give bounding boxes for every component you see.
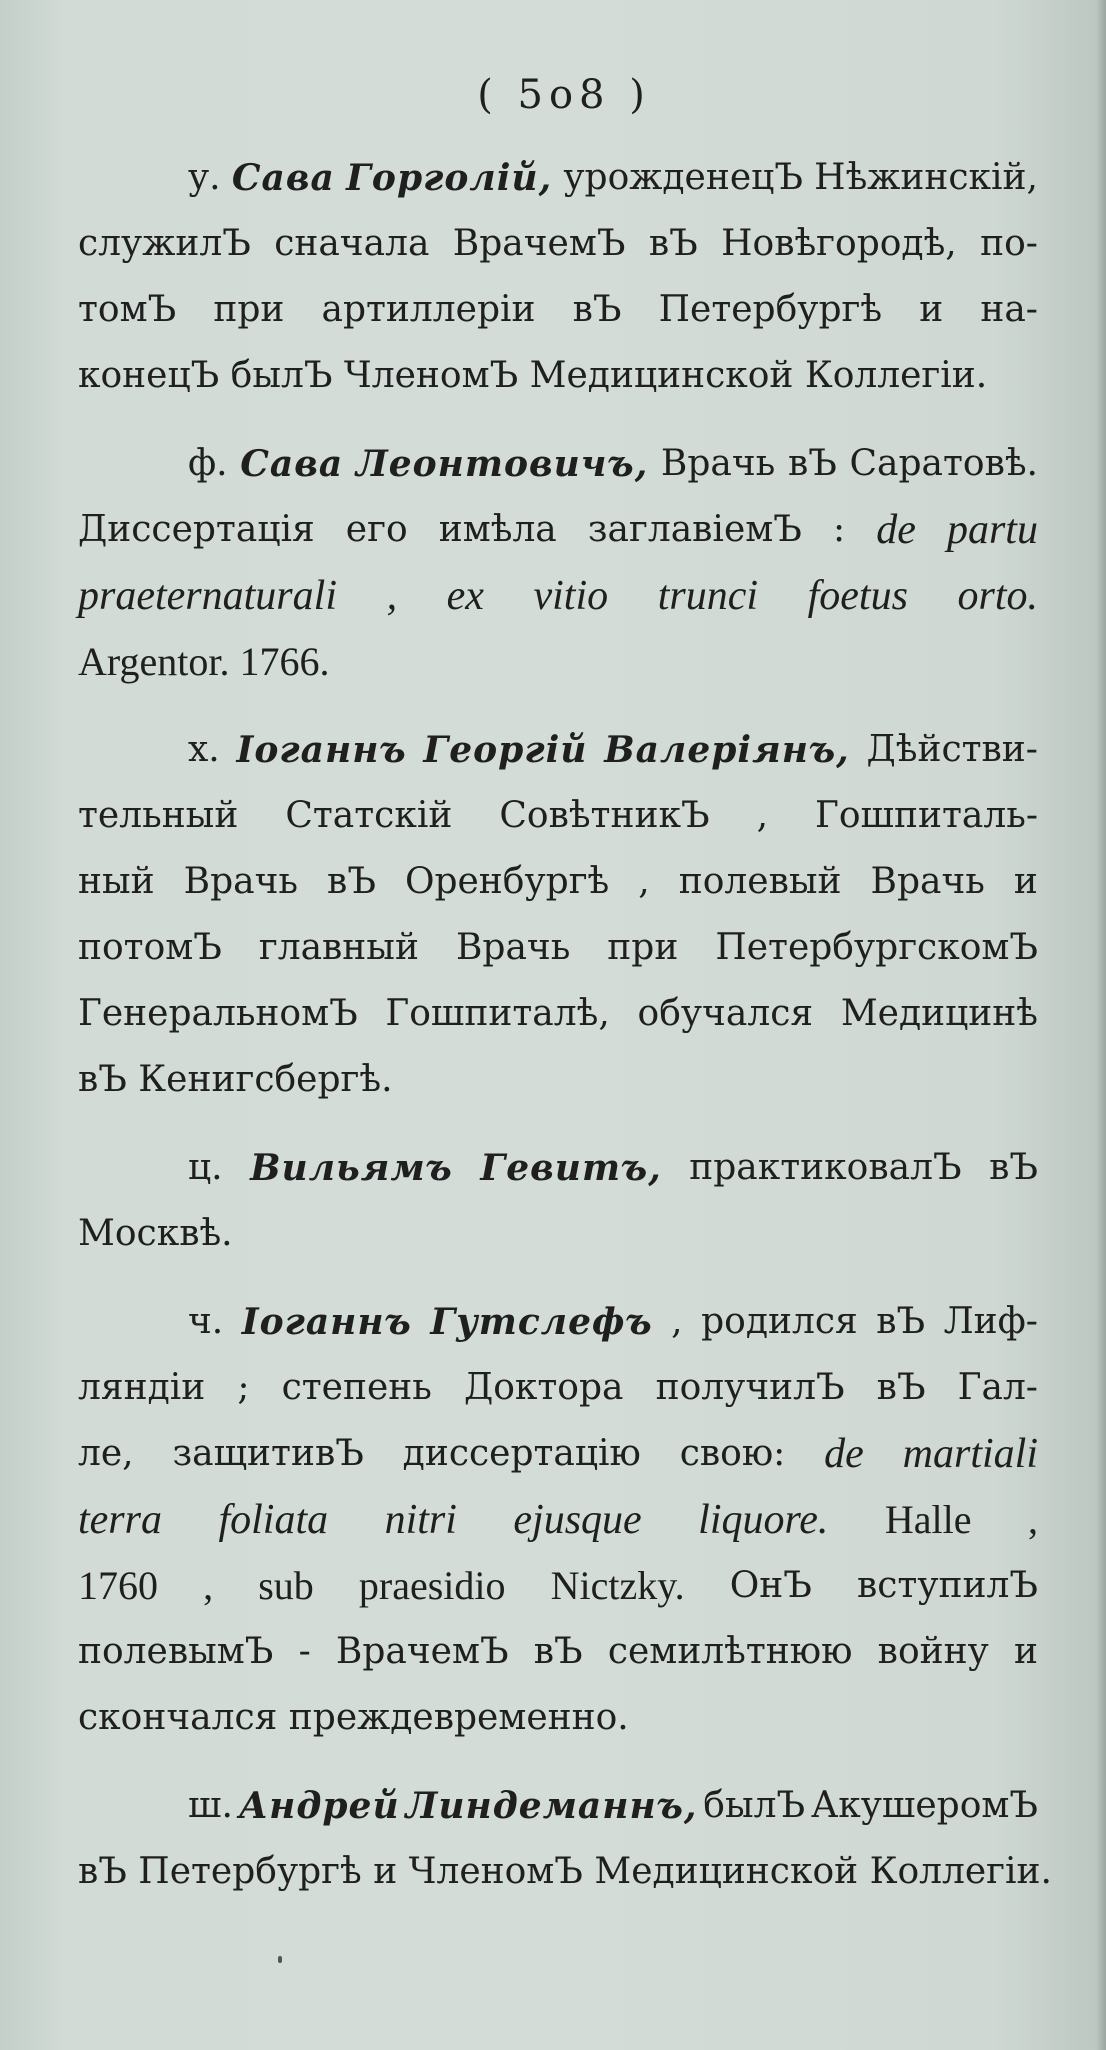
word: Диссертація — [78, 509, 315, 550]
word: ГенеральномЪ — [78, 993, 358, 1034]
word: ф. — [188, 443, 228, 484]
text-line — [78, 717, 1038, 783]
word: Лиф- — [943, 1301, 1038, 1342]
text-line — [78, 343, 1038, 409]
print-speck — [278, 1956, 282, 1963]
word: у. — [188, 157, 221, 198]
word: х. — [188, 729, 220, 770]
word: вступилЪ — [857, 1565, 1038, 1606]
text-line — [78, 1773, 1038, 1839]
word: Доктора — [463, 1367, 624, 1408]
word: по- — [980, 223, 1038, 264]
text-line — [78, 629, 1038, 695]
word: Новѣгородѣ, — [721, 223, 957, 264]
latin-word: partu — [946, 507, 1038, 553]
latin-word: martiali — [902, 1431, 1038, 1477]
entry-name-word: Горголій, — [346, 157, 553, 199]
word: вЪ — [787, 443, 837, 484]
paragraph-gap — [78, 1113, 1038, 1135]
latin-word: de — [876, 507, 916, 553]
latin-word: foliata — [218, 1497, 329, 1543]
text-line — [78, 915, 1038, 981]
entry-name-word: Валеріянъ, — [604, 729, 850, 771]
paragraph — [78, 1289, 1038, 1751]
word: ВрачемЪ — [452, 223, 626, 264]
text-line — [78, 1421, 1038, 1487]
word: практиковалЪ — [689, 1147, 962, 1188]
latin-word: Halle — [884, 1497, 972, 1542]
entry-name-word: Георгій — [423, 729, 588, 771]
latin-word: , — [386, 573, 398, 619]
text-line — [78, 849, 1038, 915]
word: ПетербургскомЪ — [715, 927, 1038, 968]
word: и — [1013, 1631, 1038, 1672]
word: , — [756, 795, 769, 836]
word: АкушеромЪ — [810, 1785, 1038, 1826]
text-line — [78, 1047, 1038, 1113]
word: Петербургѣ — [658, 289, 883, 330]
latin-word: trunci — [657, 573, 759, 619]
word: при — [607, 927, 679, 968]
word: защитивЪ — [172, 1433, 364, 1474]
latin-word: 1760 — [78, 1563, 158, 1608]
word: Врачь — [455, 927, 571, 968]
word: Гошпиталѣ, — [385, 993, 610, 1034]
word: вЪ — [876, 1367, 926, 1408]
word: на- — [980, 289, 1038, 330]
word: Саратовѣ. — [849, 443, 1038, 484]
text-line — [78, 981, 1038, 1047]
word: Дѣйстви- — [866, 729, 1038, 770]
text-line — [78, 211, 1038, 277]
word: диссертацію — [402, 1433, 641, 1474]
latin-word: praeternaturali — [78, 573, 337, 619]
text-line — [78, 1289, 1038, 1355]
word: ц. — [188, 1147, 223, 1188]
page-text — [78, 55, 1052, 1905]
word: , — [638, 861, 650, 902]
text-segment: конецЪ былЪ ЧленомЪ Медицинской Коллегіи. — [78, 355, 988, 396]
word: , — [671, 1301, 683, 1342]
word: и — [919, 289, 944, 330]
latin-word: foetus — [807, 573, 908, 619]
latin-word: de — [824, 1431, 864, 1477]
word: Статскій — [285, 795, 453, 836]
entry-name-word: Сава — [231, 157, 335, 199]
latin-word: Nictzky. — [550, 1563, 685, 1608]
latin-word: ex — [446, 573, 484, 619]
text-segment: вЪ Петербургѣ и ЧленомЪ Медицинской Коллегіи. — [78, 1851, 1052, 1892]
text-line — [78, 1355, 1038, 1421]
text-line — [78, 783, 1038, 849]
word: при — [213, 289, 285, 330]
word: ч. — [188, 1301, 224, 1342]
word: заглавіемЪ — [587, 509, 802, 550]
paragraph — [78, 1135, 1038, 1267]
word: Врачь — [870, 861, 985, 902]
word: Врачь — [183, 861, 299, 902]
latin-word: vitio — [533, 573, 609, 619]
text-line — [78, 1135, 1038, 1201]
word: вЪ — [648, 223, 698, 264]
body-text — [78, 145, 1052, 1905]
word: Гошпиталь- — [815, 795, 1038, 836]
word: тельный — [78, 795, 239, 836]
word: полевый — [678, 861, 842, 902]
paragraph-gap — [78, 1267, 1038, 1289]
word: его — [345, 509, 408, 550]
entry-name-word: Гутслефъ — [430, 1301, 653, 1343]
word: Врачь — [660, 443, 776, 484]
word: и — [1013, 861, 1038, 902]
word: ляндіи — [78, 1367, 206, 1408]
entry-name-word: Андрей — [238, 1785, 400, 1827]
word: ш. — [188, 1785, 233, 1826]
page-number: ( 5о8 ) — [477, 72, 651, 118]
text-line — [78, 1553, 1038, 1619]
word: СовѣтникЪ — [499, 795, 710, 836]
latin-word: praesidio — [358, 1563, 506, 1608]
word: главный — [258, 927, 419, 968]
entry-name-word: Іоганнъ — [241, 1301, 412, 1343]
paragraph — [78, 145, 1038, 409]
latin-word: liquore. — [698, 1497, 829, 1543]
entry-name-word: Сава — [240, 443, 344, 485]
entry-name-word: Леонтовичъ, — [355, 443, 649, 485]
paragraph-gap — [78, 1751, 1038, 1773]
word: Нѣжинскій, — [814, 157, 1038, 198]
word: обучался — [637, 993, 814, 1034]
word: урожденецЪ — [563, 157, 803, 198]
latin-word: , — [203, 1563, 214, 1608]
text-line — [78, 145, 1038, 211]
latin-word: , — [1027, 1497, 1038, 1542]
word: : — [832, 509, 846, 550]
word: Медицинѣ — [840, 993, 1038, 1034]
word: вЪ — [533, 1631, 583, 1672]
latin-text: Argentor. 1766. — [78, 639, 330, 684]
entry-name-word: Вильямъ — [250, 1147, 453, 1189]
text-line — [78, 1619, 1038, 1685]
paragraph — [78, 717, 1038, 1113]
text-line — [78, 1685, 1038, 1751]
text-line — [78, 1487, 1038, 1553]
latin-word: sub — [258, 1563, 314, 1608]
word: ; — [237, 1367, 250, 1408]
word: родился — [701, 1301, 858, 1342]
text-segment: скончался преждевременно. — [78, 1697, 629, 1738]
text-line — [78, 277, 1038, 343]
paragraph — [78, 1773, 1052, 1905]
paragraph-gap — [78, 695, 1038, 717]
word: былЪ — [703, 1785, 806, 1826]
entry-name-word: Гевитъ, — [480, 1147, 662, 1189]
word: ный — [78, 861, 155, 902]
word: - — [298, 1631, 311, 1672]
paragraph-gap — [78, 409, 1038, 431]
word: вЪ — [876, 1301, 926, 1342]
word: служилЪ — [78, 223, 251, 264]
latin-word: ejusque — [513, 1497, 642, 1543]
word: имѣла — [438, 509, 557, 550]
text-line — [78, 563, 1038, 629]
word: сначала — [274, 223, 430, 264]
text-line — [78, 1839, 1052, 1905]
word: вЪ — [989, 1147, 1038, 1188]
word: получилЪ — [655, 1367, 845, 1408]
latin-word: nitri — [384, 1497, 457, 1543]
text-line — [78, 431, 1038, 497]
entry-name-word: Линдеманнъ, — [405, 1785, 698, 1827]
latin-word: orto. — [957, 573, 1038, 619]
word: полевымЪ — [78, 1631, 274, 1672]
word: потомЪ — [78, 927, 222, 968]
word: степень — [281, 1367, 432, 1408]
word: Гал- — [957, 1367, 1038, 1408]
word: семилѣтнюю — [607, 1631, 853, 1672]
word: артиллеріи — [321, 289, 536, 330]
word: ле, — [78, 1433, 134, 1474]
latin-word: terra — [78, 1497, 162, 1543]
page-edge-shadow — [1096, 0, 1106, 2050]
paragraph — [78, 431, 1038, 695]
word: вЪ — [572, 289, 622, 330]
word: Оренбургѣ — [404, 861, 610, 902]
word: ОнЪ — [729, 1565, 812, 1606]
text-line — [78, 497, 1038, 563]
word: войну — [877, 1631, 989, 1672]
word: вЪ — [327, 861, 376, 902]
text-line — [78, 1201, 1038, 1267]
word: свою: — [679, 1433, 786, 1474]
word: томЪ — [78, 289, 177, 330]
entry-name-word: Іоганнъ — [236, 729, 407, 771]
word: ВрачемЪ — [335, 1631, 509, 1672]
text-segment: вЪ Кенигсбергѣ. — [78, 1059, 393, 1100]
text-segment: Москвѣ. — [78, 1213, 233, 1254]
